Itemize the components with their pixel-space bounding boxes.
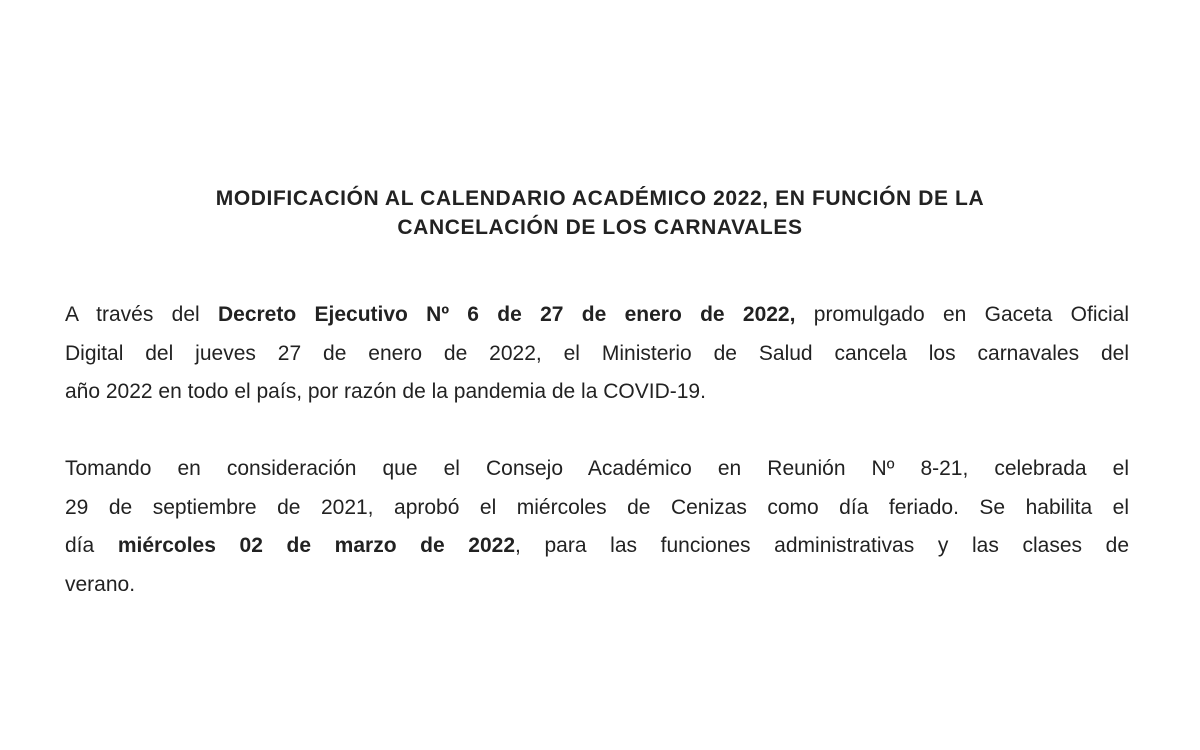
paragraph-council — [65, 450, 1129, 604]
title-line-1: MODIFICACIÓN AL CALENDARIO ACADÉMICO 2022, EN FUNCIÓN DE LA — [215, 187, 985, 210]
paragraph-line: Tomando en consideración que el Consejo Académico en Reunión Nº 8-21, celebrada el — [65, 457, 1129, 480]
title-line-2: CANCELACIÓN DE LOS CARNAVALES — [397, 216, 803, 239]
text-segment: día — [65, 534, 118, 557]
paragraph-line: verano. — [65, 572, 136, 596]
paragraph-line: año 2022 en todo el país, por razón de la pandemia de la COVID-19. — [65, 380, 706, 403]
enabled-date: miércoles 02 de marzo de 2022 — [117, 534, 516, 557]
paragraph-line: 29 de septiembre de 2021, aprobó el miércoles de Cenizas como día feriado. Se habilita el — [65, 495, 1129, 519]
paragraph-decree — [65, 296, 1129, 412]
text-segment: , para las funciones administrativas y las clases de — [515, 534, 1130, 557]
document-title — [100, 184, 1100, 242]
text-segment: A través del — [65, 303, 218, 326]
paragraph-line: Digital del jueves 27 de enero de 2022, el Ministerio de Salud cancela los carnavales del — [65, 341, 1129, 365]
decree-reference: Decreto Ejecutivo Nº 6 de 27 de enero de 2022, — [217, 303, 796, 326]
paragraph-line — [65, 296, 1129, 335]
paragraph-line — [65, 527, 1129, 566]
text-segment: promulgado en Gaceta Oficial — [795, 303, 1130, 326]
